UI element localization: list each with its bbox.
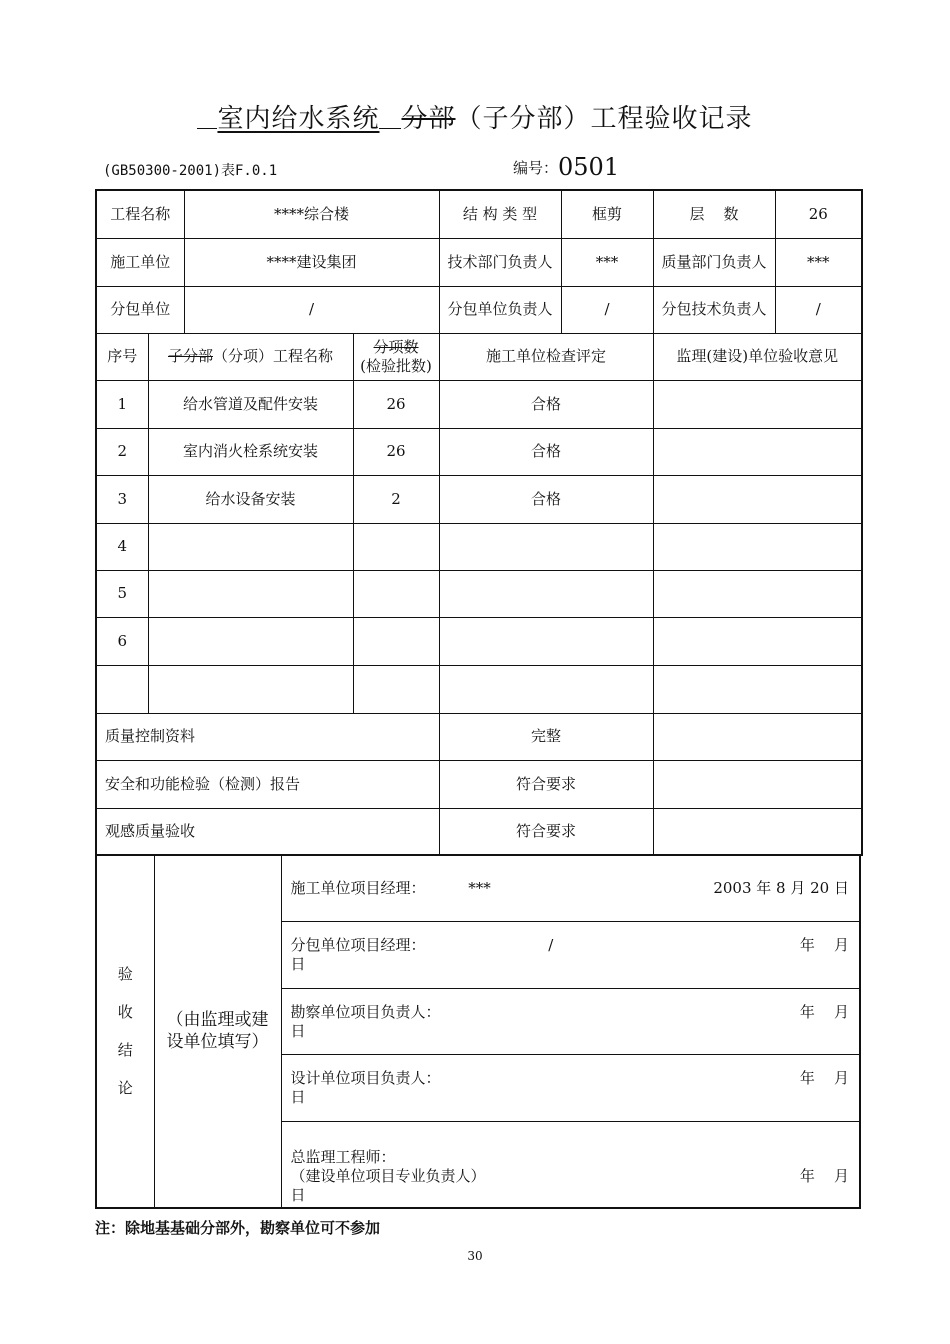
row-name (148, 570, 353, 617)
row-name: 室内消火栓系统安装 (148, 428, 353, 475)
table-row (96, 570, 862, 617)
row-opinion (653, 523, 862, 570)
check-value: 完整 (439, 713, 653, 760)
quality-head-value: *** (775, 238, 862, 286)
row-opinion (653, 380, 862, 428)
footnote: 注：除地基基础分部外，勘察单位可不参加 (95, 1219, 381, 1237)
conclusion-label: 验 收 结 论 (96, 856, 154, 1208)
row-opinion (653, 617, 862, 665)
contractor-label: 施工单位 (96, 238, 184, 286)
row-eval: 合格 (439, 380, 653, 428)
record-number: 编号：0501 (513, 153, 620, 181)
signer-design: 设计单位项目负责人： 年 月 日 (281, 1055, 860, 1122)
tech-head-value: *** (561, 238, 653, 286)
page-number: 30 (467, 1249, 483, 1263)
row-name: 给水管道及配件安装 (148, 380, 353, 428)
row-seq: 2 (96, 428, 148, 475)
header-seq: 序号 (96, 333, 148, 380)
check-opinion (653, 808, 862, 855)
check-value: 符合要求 (439, 760, 653, 808)
row-count: 26 (353, 428, 439, 475)
structure-label: 结 构 类 型 (439, 190, 561, 238)
project-name: ****综合楼 (184, 190, 439, 238)
signer-contractor: 施工单位项目经理： *** 2003 年 8 月 20 日 (281, 856, 860, 922)
row-count: 26 (353, 380, 439, 428)
header-opinion: 监理(建设)单位验收意见 (653, 333, 862, 380)
row-eval (439, 570, 653, 617)
check-value: 符合要求 (439, 808, 653, 855)
sub-tech-head-label: 分包技术负责人 (653, 286, 775, 333)
row-seq: 5 (96, 570, 148, 617)
row-count (353, 617, 439, 665)
row-name (148, 665, 353, 713)
row-seq (96, 665, 148, 713)
table-row (96, 428, 862, 475)
row-seq: 3 (96, 475, 148, 523)
table-row (96, 475, 862, 523)
project-name-label: 工程名称 (96, 190, 184, 238)
check-opinion (653, 760, 862, 808)
check-label: 安全和功能检验（检测）报告 (96, 760, 439, 808)
row-name: 给水设备安装 (148, 475, 353, 523)
row-eval (439, 665, 653, 713)
row-seq: 4 (96, 523, 148, 570)
row-eval: 合格 (439, 475, 653, 523)
standard-code: (GB50300-2001)表F.0.1 (103, 163, 278, 179)
row-count (353, 570, 439, 617)
floors-value: 26 (775, 190, 862, 238)
row-eval (439, 617, 653, 665)
row-seq: 1 (96, 380, 148, 428)
subcontractor-value: / (184, 286, 439, 333)
page-title: 室内给水系统 分部（子分部）工程验收记录 (0, 98, 950, 135)
row-eval (439, 523, 653, 570)
signer-survey: 勘察单位项目负责人： 年 月 日 (281, 989, 860, 1055)
floors-label: 层 数 (653, 190, 775, 238)
check-opinion (653, 713, 862, 760)
row-opinion (653, 428, 862, 475)
signer-supervisor: 总监理工程师： （建设单位项目专业负责人） 年 月 日 (281, 1122, 860, 1208)
header-eval: 施工单位检查评定 (439, 333, 653, 380)
subcontractor-label: 分包单位 (96, 286, 184, 333)
row-opinion (653, 475, 862, 523)
contractor-value: ****建设集团 (184, 238, 439, 286)
row-seq: 6 (96, 617, 148, 665)
header-name: 子分部（分项）工程名称 (148, 333, 353, 380)
row-count: 2 (353, 475, 439, 523)
tech-head-label: 技术部门负责人 (439, 238, 561, 286)
row-count (353, 523, 439, 570)
structure-value: 框剪 (561, 190, 653, 238)
acceptance-table (95, 189, 863, 856)
sub-head-value: / (561, 286, 653, 333)
row-count (353, 665, 439, 713)
table-row (96, 617, 862, 665)
conclusion-table (95, 855, 861, 1209)
fill-note: （由监理或建设单位填写） (154, 856, 281, 1208)
header-count: 分项数 (检验批数) (353, 333, 439, 380)
row-name (148, 617, 353, 665)
sub-head-label: 分包单位负责人 (439, 286, 561, 333)
quality-head-label: 质量部门负责人 (653, 238, 775, 286)
signer-subcontractor: 分包单位项目经理： / 年 月 日 (281, 922, 860, 989)
table-row (96, 380, 862, 428)
sub-tech-head-value: / (775, 286, 862, 333)
check-label: 观感质量验收 (96, 808, 439, 855)
row-opinion (653, 570, 862, 617)
check-label: 质量控制资料 (96, 713, 439, 760)
row-opinion (653, 665, 862, 713)
table-row (96, 523, 862, 570)
row-name (148, 523, 353, 570)
table-row (96, 665, 862, 713)
row-eval: 合格 (439, 428, 653, 475)
